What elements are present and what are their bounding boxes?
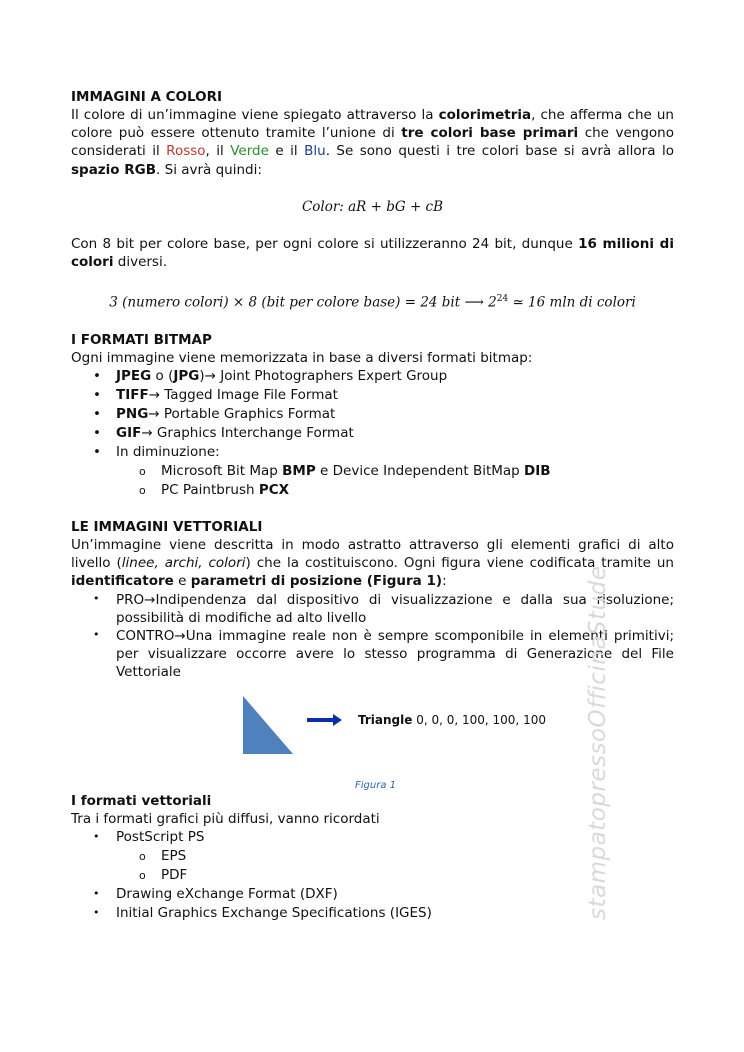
list-item: o EPS xyxy=(71,847,674,866)
list-item: • Drawing eXchange Format (DXF) xyxy=(71,885,674,904)
list-item: o PC Paintbrush PCX xyxy=(71,481,674,500)
pro-contro-list xyxy=(71,591,674,682)
list-item: o Microsoft Bit Map BMP e Device Independent BitMap DIB xyxy=(71,462,674,481)
word-rosso: Rosso xyxy=(166,143,206,160)
arrow-head-icon xyxy=(333,714,342,726)
watermark: stampatopressoOfficinaStude xyxy=(585,565,611,920)
figure-label: Triangle 0, 0, 0, 100, 100, 100 xyxy=(358,712,546,727)
bitmap-list xyxy=(71,367,674,500)
paragraph-vettoriali: Un’immagine viene descritta in modo astratto attraverso gli elementi grafici di alto livello (linee, archi, colori) che la costituiscono. Ogni figura viene codificata tramite un identificatore e parametri di posizione (Figura 1): xyxy=(71,536,674,590)
list-item: • TIFF→ Tagged Image File Format xyxy=(71,386,674,405)
formati-sublist xyxy=(71,847,674,885)
page-content xyxy=(71,88,674,923)
list-item: • GIF→ Graphics Interchange Format xyxy=(71,424,674,443)
formula-color: Color: aR + bG + cB xyxy=(301,198,444,215)
list-item: • JPEG o (JPG)→ Joint Photographers Expert Group xyxy=(71,367,674,386)
list-item-pro: • PRO→Indipendenza dal dispositivo di visualizzazione e dalla sua risoluzione; possibilità di modifiche ad alto livello xyxy=(71,591,674,627)
list-item: • PostScript PS o EPS o PDF xyxy=(71,828,674,885)
list-item: • In diminuzione: o Microsoft Bit Map BMP e Device Independent BitMap DIB o PC Paintbrush PCX xyxy=(71,443,674,500)
formati-list xyxy=(71,828,674,923)
paragraph-24-bit: Con 8 bit per colore base, per ogni colore si utilizzeranno 24 bit, dunque 16 milioni di colori diversi. xyxy=(71,235,674,271)
word-blu: Blu xyxy=(304,143,326,160)
list-item-contro: • CONTRO→Una immagine reale non è sempre scomponibile in elementi primitivi; per visualizzare occorre avere lo stesso programma di Generazione del File Vettoriale xyxy=(71,627,674,682)
bitmap-sublist xyxy=(71,462,674,500)
figure-1 xyxy=(71,696,674,806)
heading-immagini-colori: IMMAGINI A COLORI xyxy=(71,89,223,105)
formula-16-milioni: 3 (numero colori) × 8 (bit per colore base) = 24 bit ⟶ $2^{24}$ ≃ 16 mln di colori xyxy=(109,294,636,311)
formati-intro: Tra i formati grafici più diffusi, vanno ricordati xyxy=(71,810,380,827)
figure-1-graphic xyxy=(71,696,674,776)
figure-caption: Figura 1 xyxy=(355,779,396,791)
heading-formati-vettoriali: I formati vettoriali xyxy=(71,792,212,809)
list-item: o PDF xyxy=(71,866,674,885)
triangle-shape xyxy=(243,696,293,754)
heading-immagini-vettoriali: LE IMMAGINI VETTORIALI xyxy=(71,518,263,535)
word-verde: Verde xyxy=(230,143,269,160)
list-item: • PNG→ Portable Graphics Format xyxy=(71,405,674,424)
heading-formati-bitmap: I FORMATI BITMAP xyxy=(71,331,212,348)
bitmap-intro: Ogni immagine viene memorizzata in base a diversi formati bitmap: xyxy=(71,349,533,366)
list-item: • Initial Graphics Exchange Specifications (IGES) xyxy=(71,904,674,923)
paragraph-colorimetria: Il colore di un’immagine viene spiegato attraverso la colorimetria, che afferma che un colore può essere ottenuto tramite l’unione di tre colori base primari che vengono considerati il Rosso, il Verde e il Blu. Se sono questi i tre colori base si avrà allora lo spazio RGB. Si avrà quindi: xyxy=(71,107,674,178)
